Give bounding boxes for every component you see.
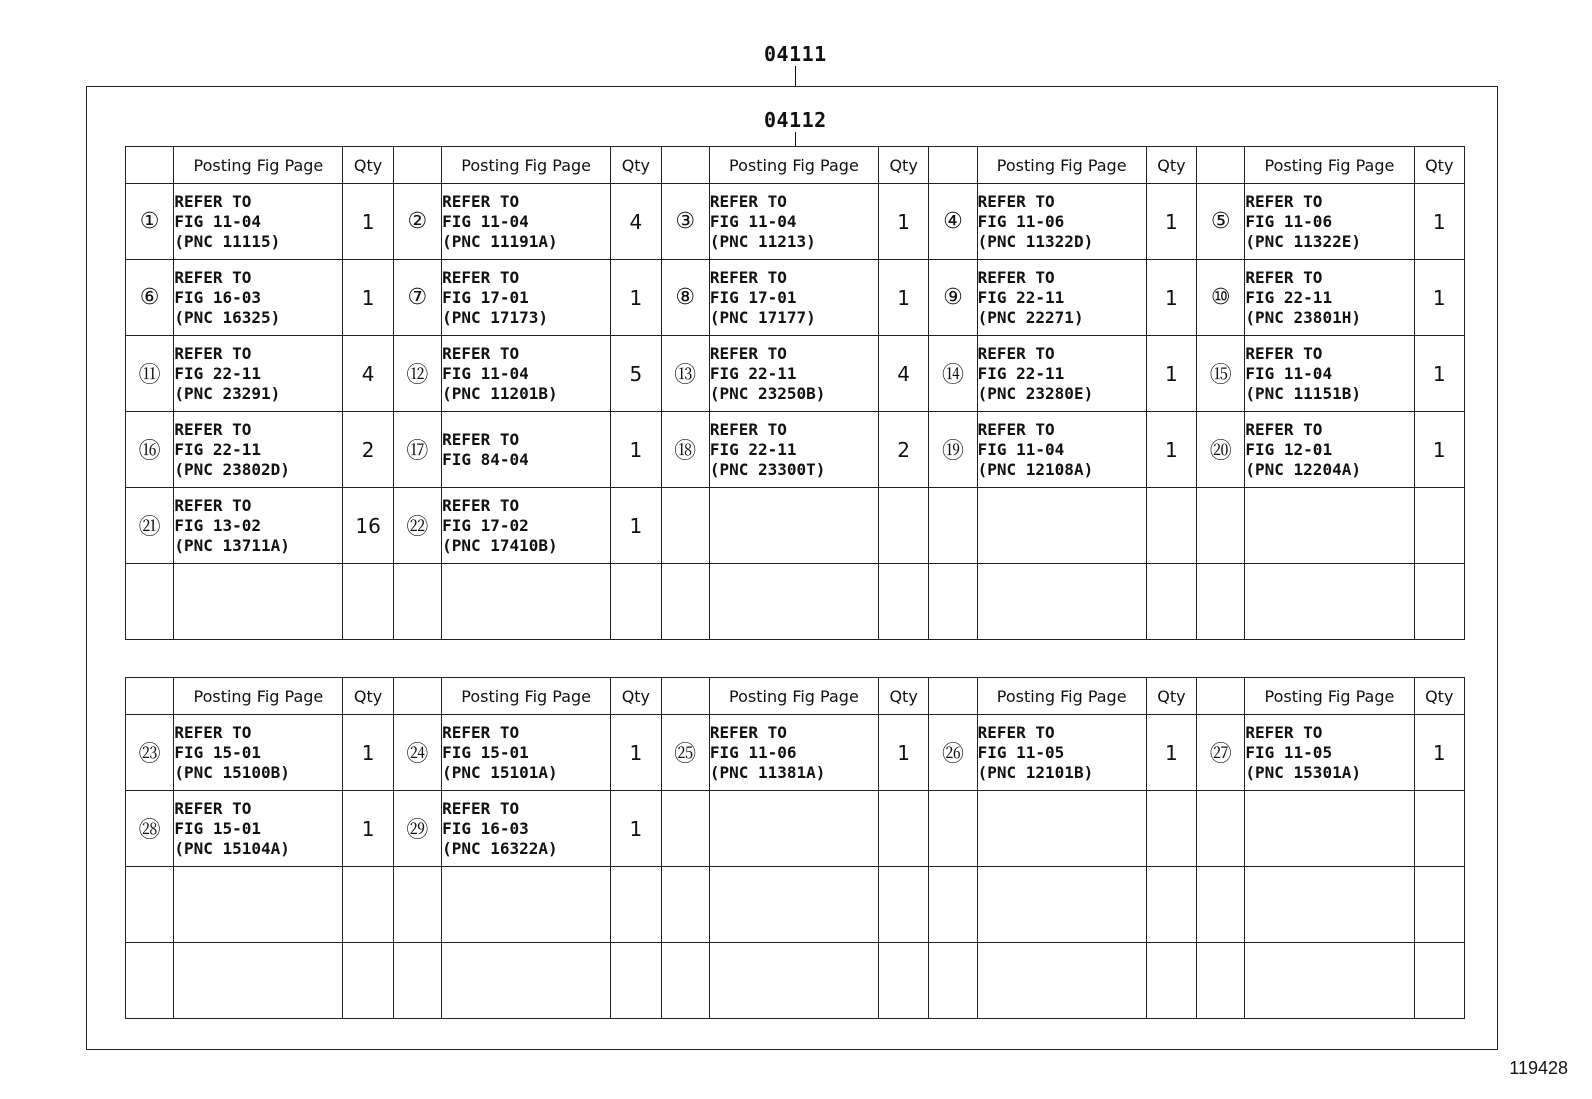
- reference-cell: [977, 184, 1146, 260]
- header-posting: Posting Fig Page: [1245, 147, 1414, 184]
- reference-line: FIG 15-01: [442, 742, 529, 762]
- header-index-cell: [929, 147, 977, 184]
- reference-cell: [442, 715, 611, 791]
- reference-cell: [442, 564, 611, 640]
- reference-line: FIG 22-11: [174, 439, 262, 459]
- quantity-cell: 1: [343, 715, 393, 791]
- reference-cell: [174, 564, 343, 640]
- table-row: [126, 260, 1465, 336]
- item-number: ㉒: [393, 488, 441, 564]
- quantity-cell: [611, 564, 661, 640]
- item-number: [661, 867, 709, 943]
- item-number: [126, 943, 174, 1019]
- reference-line: FIG 22-11: [977, 287, 1065, 307]
- header-row: [126, 678, 1465, 715]
- reference-line: REFER TO: [174, 722, 252, 742]
- reference-cell: [709, 336, 878, 412]
- header-qty: Qty: [1146, 147, 1196, 184]
- reference-cell: [709, 867, 878, 943]
- table-row: [126, 564, 1465, 640]
- quantity-cell: [1414, 564, 1465, 640]
- item-number: ④: [929, 184, 977, 260]
- quantity-cell: 16: [343, 488, 393, 564]
- reference-cell: [174, 336, 343, 412]
- reference-line: FIG 22-11: [174, 363, 262, 383]
- quantity-cell: [1146, 564, 1196, 640]
- header-qty: Qty: [1414, 147, 1465, 184]
- item-number: ⑯: [126, 412, 174, 488]
- reference-cell: [442, 260, 611, 336]
- item-number: ⑲: [929, 412, 977, 488]
- reference-cell: [442, 943, 611, 1019]
- quantity-cell: [343, 943, 393, 1019]
- reference-line: FIG 16-03: [174, 287, 262, 307]
- reference-line: REFER TO: [1245, 343, 1323, 363]
- header-index-cell: [1197, 678, 1245, 715]
- reference-cell: [1245, 260, 1414, 336]
- quantity-cell: [1414, 943, 1465, 1019]
- quantity-cell: 1: [1414, 412, 1465, 488]
- reference-line: FIG 11-05: [1245, 742, 1333, 762]
- header-index-cell: [393, 678, 441, 715]
- reference-line: REFER TO: [1245, 267, 1323, 287]
- figure-id: 119428: [1509, 1058, 1568, 1078]
- item-number: ⑬: [661, 336, 709, 412]
- reference-line: (PNC 23300T): [709, 459, 826, 479]
- table-row: [126, 715, 1465, 791]
- reference-line: (PNC 15301A): [1245, 762, 1361, 782]
- header-index-cell: [661, 678, 709, 715]
- quantity-cell: 4: [878, 336, 928, 412]
- reference-cell: [174, 715, 343, 791]
- reference-line: (PNC 23802D): [174, 459, 290, 479]
- reference-cell: [1245, 564, 1414, 640]
- reference-cell: [174, 412, 343, 488]
- quantity-cell: [1146, 488, 1196, 564]
- quantity-cell: 1: [1146, 184, 1196, 260]
- reference-cell: [977, 564, 1146, 640]
- quantity-cell: [1146, 943, 1196, 1019]
- item-number: [393, 943, 441, 1019]
- header-index-cell: [393, 147, 441, 184]
- reference-line: FIG 11-06: [977, 211, 1065, 231]
- reference-line: FIG 17-01: [709, 287, 797, 307]
- reference-cell: [174, 791, 343, 867]
- reference-line: FIG 15-01: [174, 742, 262, 762]
- table-row: [126, 791, 1465, 867]
- item-number: ㉓: [126, 715, 174, 791]
- quantity-cell: 1: [611, 488, 661, 564]
- reference-cell: [1245, 184, 1414, 260]
- reference-line: FIG 11-04: [442, 211, 529, 231]
- reference-line: FIG 11-04: [1245, 363, 1333, 383]
- reference-line: REFER TO: [709, 722, 787, 742]
- header-qty: Qty: [878, 678, 928, 715]
- parts-table-1: [125, 146, 1465, 640]
- reference-cell: [1245, 715, 1414, 791]
- reference-cell: [977, 943, 1146, 1019]
- quantity-cell: 1: [878, 715, 928, 791]
- reference-line: FIG 84-04: [442, 449, 529, 469]
- reference-line: REFER TO: [977, 191, 1055, 211]
- reference-line: REFER TO: [174, 419, 252, 439]
- reference-line: FIG 17-02: [442, 515, 529, 535]
- quantity-cell: 1: [1414, 184, 1465, 260]
- reference-line: (PNC 11115): [174, 231, 281, 251]
- reference-cell: [442, 184, 611, 260]
- reference-line: REFER TO: [1245, 419, 1323, 439]
- item-number: [1197, 488, 1245, 564]
- item-number: [929, 943, 977, 1019]
- reference-line: REFER TO: [442, 267, 520, 287]
- reference-line: REFER TO: [174, 343, 252, 363]
- item-number: ㉙: [393, 791, 441, 867]
- item-number: [1197, 791, 1245, 867]
- item-number: ①: [126, 184, 174, 260]
- reference-cell: [709, 564, 878, 640]
- quantity-cell: 4: [343, 336, 393, 412]
- reference-line: (PNC 15100B): [174, 762, 290, 782]
- reference-cell: [442, 791, 611, 867]
- reference-line: REFER TO: [1245, 722, 1323, 742]
- header-qty: Qty: [611, 147, 661, 184]
- reference-cell: [1245, 336, 1414, 412]
- quantity-cell: 1: [1146, 715, 1196, 791]
- quantity-cell: [1414, 867, 1465, 943]
- reference-cell: [709, 715, 878, 791]
- reference-cell: [1245, 943, 1414, 1019]
- reference-line: REFER TO: [442, 429, 520, 449]
- reference-line: REFER TO: [977, 419, 1055, 439]
- reference-cell: [1245, 867, 1414, 943]
- quantity-cell: 1: [1146, 412, 1196, 488]
- item-number: ㉕: [661, 715, 709, 791]
- header-index-cell: [126, 147, 174, 184]
- inner-group-label: 04112: [764, 108, 827, 132]
- reference-line: FIG 11-05: [977, 742, 1065, 762]
- header-posting: Posting Fig Page: [709, 147, 878, 184]
- reference-cell: [442, 336, 611, 412]
- header-qty: Qty: [343, 147, 393, 184]
- item-number: [126, 867, 174, 943]
- header-posting: Posting Fig Page: [977, 678, 1146, 715]
- header-qty: Qty: [1414, 678, 1465, 715]
- quantity-cell: 1: [611, 791, 661, 867]
- inner-leader-line: [795, 132, 796, 146]
- reference-cell: [977, 867, 1146, 943]
- header-index-cell: [126, 678, 174, 715]
- item-number: ③: [661, 184, 709, 260]
- reference-line: (PNC 23801H): [1245, 307, 1361, 327]
- reference-cell: [977, 412, 1146, 488]
- reference-line: (PNC 23291): [174, 383, 281, 403]
- item-number: [393, 564, 441, 640]
- header-index-cell: [929, 678, 977, 715]
- item-number: [661, 564, 709, 640]
- quantity-cell: [1414, 791, 1465, 867]
- reference-cell: [1245, 412, 1414, 488]
- item-number: [929, 791, 977, 867]
- reference-line: FIG 12-01: [1245, 439, 1333, 459]
- reference-line: (PNC 15101A): [442, 762, 558, 782]
- reference-line: REFER TO: [709, 419, 787, 439]
- item-number: ⑰: [393, 412, 441, 488]
- item-number: [1197, 867, 1245, 943]
- reference-line: (PNC 17177): [709, 307, 816, 327]
- reference-cell: [1245, 488, 1414, 564]
- quantity-cell: [878, 791, 928, 867]
- reference-cell: [709, 260, 878, 336]
- header-qty: Qty: [878, 147, 928, 184]
- table-row: [126, 184, 1465, 260]
- reference-line: (PNC 17173): [442, 307, 549, 327]
- quantity-cell: 4: [611, 184, 661, 260]
- reference-cell: [977, 715, 1146, 791]
- reference-line: (PNC 13711A): [174, 535, 290, 555]
- reference-line: FIG 11-04: [977, 439, 1065, 459]
- reference-cell: [442, 867, 611, 943]
- reference-line: REFER TO: [442, 191, 520, 211]
- reference-line: FIG 22-11: [977, 363, 1065, 383]
- quantity-cell: 2: [343, 412, 393, 488]
- reference-line: REFER TO: [174, 191, 252, 211]
- reference-line: (PNC 16325): [174, 307, 281, 327]
- quantity-cell: 1: [1146, 336, 1196, 412]
- reference-line: REFER TO: [442, 343, 520, 363]
- item-number: [393, 867, 441, 943]
- reference-line: (PNC 22271): [977, 307, 1084, 327]
- reference-line: REFER TO: [709, 343, 787, 363]
- reference-line: FIG 22-11: [709, 363, 797, 383]
- item-number: ㉘: [126, 791, 174, 867]
- quantity-cell: [1146, 867, 1196, 943]
- reference-line: (PNC 12204A): [1245, 459, 1361, 479]
- parts-table-2: [125, 677, 1465, 1019]
- reference-cell: [174, 184, 343, 260]
- reference-line: REFER TO: [442, 798, 520, 818]
- reference-cell: [977, 791, 1146, 867]
- header-posting: Posting Fig Page: [442, 678, 611, 715]
- quantity-cell: 1: [1146, 260, 1196, 336]
- item-number: ⑮: [1197, 336, 1245, 412]
- item-number: ⑩: [1197, 260, 1245, 336]
- item-number: ⑫: [393, 336, 441, 412]
- reference-line: (PNC 11322D): [977, 231, 1094, 251]
- reference-line: REFER TO: [977, 343, 1055, 363]
- item-number: [1197, 943, 1245, 1019]
- table-row: [126, 943, 1465, 1019]
- quantity-cell: [878, 488, 928, 564]
- reference-line: REFER TO: [709, 191, 787, 211]
- reference-line: FIG 16-03: [442, 818, 529, 838]
- table-row: [126, 867, 1465, 943]
- quantity-cell: 5: [611, 336, 661, 412]
- reference-line: FIG 11-06: [1245, 211, 1333, 231]
- quantity-cell: 1: [878, 184, 928, 260]
- item-number: [1197, 564, 1245, 640]
- reference-line: FIG 11-04: [442, 363, 529, 383]
- header-row: [126, 147, 1465, 184]
- reference-line: REFER TO: [174, 495, 252, 515]
- header-posting: Posting Fig Page: [977, 147, 1146, 184]
- item-number: ㉖: [929, 715, 977, 791]
- reference-cell: [442, 488, 611, 564]
- quantity-cell: 2: [878, 412, 928, 488]
- reference-line: REFER TO: [442, 495, 520, 515]
- quantity-cell: [878, 943, 928, 1019]
- reference-line: (PNC 12101B): [977, 762, 1094, 782]
- reference-cell: [977, 260, 1146, 336]
- table-row: [126, 336, 1465, 412]
- reference-line: (PNC 15104A): [174, 838, 290, 858]
- quantity-cell: [1146, 791, 1196, 867]
- reference-cell: [709, 791, 878, 867]
- reference-line: (PNC 23280E): [977, 383, 1094, 403]
- quantity-cell: 1: [1414, 336, 1465, 412]
- reference-line: (PNC 23250B): [709, 383, 826, 403]
- reference-cell: [174, 943, 343, 1019]
- quantity-cell: 1: [343, 791, 393, 867]
- reference-line: REFER TO: [174, 798, 252, 818]
- quantity-cell: [343, 564, 393, 640]
- quantity-cell: [611, 943, 661, 1019]
- header-qty: Qty: [611, 678, 661, 715]
- reference-cell: [174, 488, 343, 564]
- reference-line: FIG 11-04: [174, 211, 262, 231]
- reference-cell: [709, 184, 878, 260]
- item-number: ⑪: [126, 336, 174, 412]
- reference-line: FIG 22-11: [709, 439, 797, 459]
- quantity-cell: 1: [1414, 260, 1465, 336]
- item-number: [661, 791, 709, 867]
- quantity-cell: 1: [611, 715, 661, 791]
- reference-line: FIG 15-01: [174, 818, 262, 838]
- quantity-cell: 1: [343, 184, 393, 260]
- item-number: ㉔: [393, 715, 441, 791]
- item-number: ⑥: [126, 260, 174, 336]
- outer-leader-line: [795, 66, 796, 86]
- reference-cell: [1245, 791, 1414, 867]
- table-row: [126, 412, 1465, 488]
- quantity-cell: 1: [343, 260, 393, 336]
- reference-cell: [174, 867, 343, 943]
- quantity-cell: 1: [611, 260, 661, 336]
- item-number: ⑱: [661, 412, 709, 488]
- reference-line: (PNC 11381A): [709, 762, 826, 782]
- reference-cell: [977, 336, 1146, 412]
- item-number: [929, 867, 977, 943]
- reference-line: REFER TO: [1245, 191, 1323, 211]
- quantity-cell: [1414, 488, 1465, 564]
- quantity-cell: 1: [611, 412, 661, 488]
- quantity-cell: [878, 867, 928, 943]
- reference-cell: [977, 488, 1146, 564]
- item-number: [929, 564, 977, 640]
- header-index-cell: [1197, 147, 1245, 184]
- reference-line: (PNC 11322E): [1245, 231, 1361, 251]
- quantity-cell: 1: [878, 260, 928, 336]
- reference-cell: [174, 260, 343, 336]
- reference-line: (PNC 11151B): [1245, 383, 1361, 403]
- item-number: ⑨: [929, 260, 977, 336]
- table-row: [126, 488, 1465, 564]
- item-number: ⑭: [929, 336, 977, 412]
- reference-cell: [709, 488, 878, 564]
- reference-line: REFER TO: [174, 267, 252, 287]
- header-posting: Posting Fig Page: [1245, 678, 1414, 715]
- quantity-cell: 1: [1414, 715, 1465, 791]
- reference-line: FIG 13-02: [174, 515, 262, 535]
- item-number: ⑧: [661, 260, 709, 336]
- header-posting: Posting Fig Page: [174, 147, 343, 184]
- reference-line: (PNC 11201B): [442, 383, 558, 403]
- reference-line: (PNC 11213): [709, 231, 816, 251]
- reference-cell: [442, 412, 611, 488]
- reference-line: REFER TO: [709, 267, 787, 287]
- header-qty: Qty: [343, 678, 393, 715]
- header-posting: Posting Fig Page: [442, 147, 611, 184]
- reference-line: REFER TO: [977, 722, 1055, 742]
- reference-line: FIG 17-01: [442, 287, 529, 307]
- reference-line: (PNC 17410B): [442, 535, 558, 555]
- quantity-cell: [343, 867, 393, 943]
- reference-line: (PNC 16322A): [442, 838, 558, 858]
- reference-line: FIG 22-11: [1245, 287, 1333, 307]
- reference-line: FIG 11-06: [709, 742, 797, 762]
- item-number: ㉗: [1197, 715, 1245, 791]
- item-number: ⑳: [1197, 412, 1245, 488]
- header-index-cell: [661, 147, 709, 184]
- item-number: [929, 488, 977, 564]
- item-number: [661, 488, 709, 564]
- header-posting: Posting Fig Page: [709, 678, 878, 715]
- reference-line: REFER TO: [977, 267, 1055, 287]
- reference-cell: [709, 412, 878, 488]
- item-number: ②: [393, 184, 441, 260]
- quantity-cell: [878, 564, 928, 640]
- quantity-cell: [611, 867, 661, 943]
- item-number: [661, 943, 709, 1019]
- reference-line: (PNC 12108A): [977, 459, 1094, 479]
- item-number: ⑦: [393, 260, 441, 336]
- item-number: ㉑: [126, 488, 174, 564]
- header-qty: Qty: [1146, 678, 1196, 715]
- outer-group-label: 04111: [764, 42, 827, 66]
- item-number: [126, 564, 174, 640]
- reference-line: (PNC 11191A): [442, 231, 558, 251]
- reference-line: REFER TO: [442, 722, 520, 742]
- header-posting: Posting Fig Page: [174, 678, 343, 715]
- reference-line: FIG 11-04: [709, 211, 797, 231]
- reference-cell: [709, 943, 878, 1019]
- item-number: ⑤: [1197, 184, 1245, 260]
